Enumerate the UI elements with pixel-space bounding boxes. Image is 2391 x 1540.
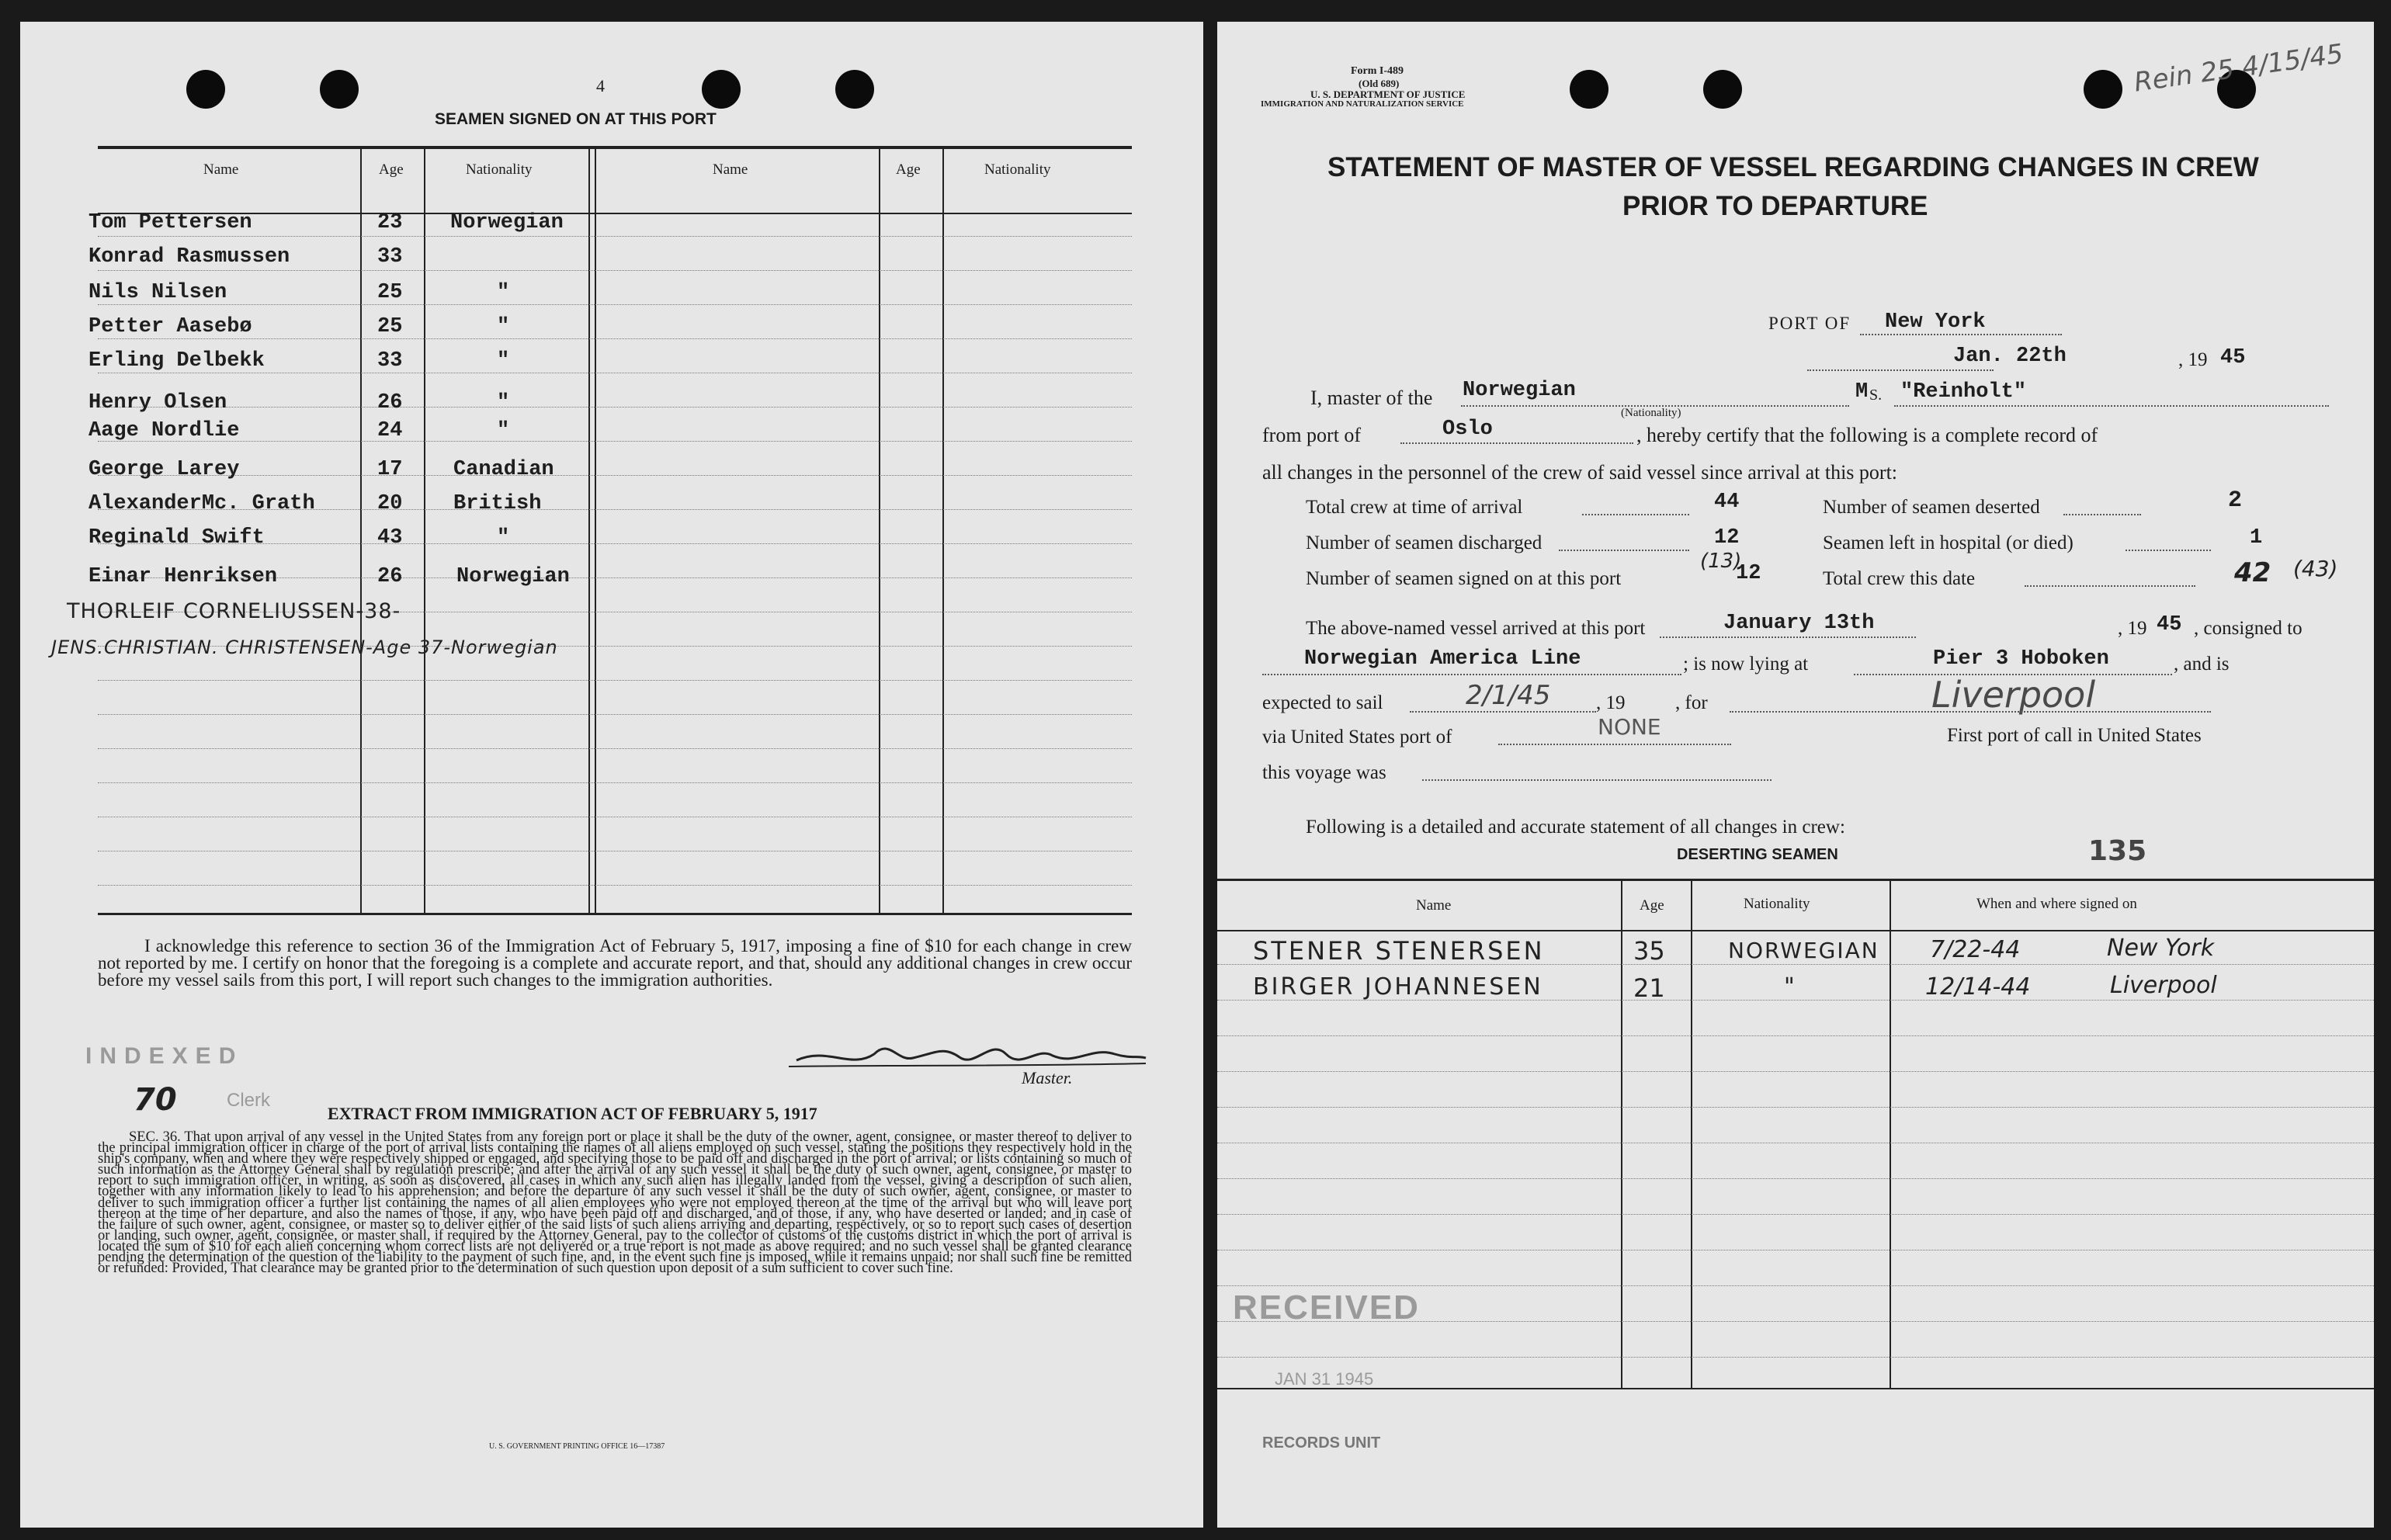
seaman-age: 23 [377,211,403,234]
vessel-suffix: S. [1869,387,1883,404]
field-underline [1807,369,1994,371]
seaman-age: 26 [377,565,403,588]
for-value: Liverpool [1931,674,2096,716]
year-prefix: , 19 [2178,349,2208,370]
row-line [98,475,1132,476]
stat-value: 1 [2250,526,2263,550]
col-header-name: Name [1416,897,1452,914]
department: U. S. DEPARTMENT OF JUSTICE [1310,88,1466,100]
column-divider [879,146,880,914]
certify-text: , hereby certify that the following is a complete record of [1636,424,2098,446]
field-underline [1582,514,1689,515]
acknowledgment-text: I acknowledge this reference to section 36 of the Immigration Act of February 5, 1917, imposing a fine of $10 for each change in crew not reported by me. I certify on honor that the foregoing is a complete and accurate report, and that, should any additional changes in crew occur before my vessel sails from this port, I will report such changes to the immigration authorities. [98,936,1132,990]
stat-label: Number of seamen discharged [1306,532,1543,553]
table-bottom-border [1217,1388,2374,1389]
row-line [98,304,1132,305]
row-line [98,748,1132,749]
column-divider [942,146,944,914]
lying-value: Pier 3 Hoboken [1933,647,2109,671]
punch-hole [320,70,359,109]
consignee-value: Norwegian America Line [1304,647,1581,671]
port-value: New York [1885,310,1986,334]
row-line [98,441,1132,442]
header-divider [1217,930,2374,931]
row-line [98,236,1132,237]
seaman-nationality: British [453,492,542,515]
row-line [1217,1214,2374,1215]
seaman-nationality: " [497,391,510,414]
punch-hole [186,70,225,109]
seaman-age: 26 [377,391,403,414]
column-divider [588,146,590,914]
seaman-age: 25 [377,315,403,338]
date-value: Jan. 22th [1953,345,2067,368]
seaman-name: Petter Aasebø [88,315,252,338]
row-line [98,680,1132,681]
seaman-name: AlexanderMc. Grath [88,492,315,515]
col-header-age: Age [896,161,921,178]
records-unit-stamp: RECORDS UNIT [1262,1434,1381,1452]
consigned-label: , consigned to [2194,618,2303,639]
received-date-stamp: JAN 31 1945 [1275,1369,1374,1389]
year-prefix: , 19 [2118,618,2147,639]
column-divider [1890,879,1891,1388]
column-divider [1691,879,1692,1388]
stat-value: 12 [1736,562,1761,585]
field-underline [2126,550,2211,551]
row-line [1217,1035,2374,1036]
form-title: STATEMENT OF MASTER OF VESSEL REGARDING CHANGES IN CREW [1327,152,2259,182]
arrived-year: 45 [2157,613,2182,636]
row-line [98,851,1132,852]
stat-value: 44 [1714,491,1740,514]
field-underline [1262,674,1681,675]
table-top-border [98,146,1132,149]
table-top-border [1217,879,2374,881]
deserter-date: 7/22-44 [1930,936,2021,963]
seaman-name: George Larey [88,458,240,481]
col-header-nationality: Nationality [984,161,1051,178]
row-line [98,885,1132,886]
master-signature [781,1023,1154,1085]
seaman-nationality: " [497,315,510,338]
stat-label: Total crew at time of arrival [1306,497,1523,518]
stat-note: (13) [1700,550,1742,573]
stat-label: Number of seamen signed on at this port [1306,568,1622,589]
seaman-nationality: Norwegian [450,211,564,234]
received-stamp: RECEIVED [1233,1289,1420,1327]
form-old-number: (Old 689) [1359,78,1400,89]
from-port-label: from port of [1262,424,1362,446]
deserter-name: BIRGER JOHANNESEN [1253,973,1543,1001]
seaman-nationality: " [497,349,510,373]
row-line [98,270,1132,271]
seaman-age: 17 [377,458,403,481]
row-line [98,714,1132,715]
punch-hole [1703,70,1742,109]
form-number: Form I-489 [1351,65,1404,77]
column-divider [1621,879,1622,1388]
col-header-name: Name [203,161,239,178]
seaman-nationality: " [497,526,510,550]
handwritten-entry: JENS.CHRISTIAN. CHRISTENSEN-Age 37-Norwegian [51,636,558,658]
field-underline [1730,711,2211,713]
page-number: 4 [596,76,605,95]
corner-note: Rein 25 4/15/45 [2132,38,2345,99]
seaman-age: 33 [377,245,403,269]
field-underline [1422,779,1772,781]
field-underline [1410,711,1596,713]
row-line [98,338,1132,339]
seaman-name: Aage Nordlie [88,419,240,442]
right-page [1217,22,2374,1528]
sail-label: expected to sail [1262,692,1383,713]
lying-label: ; is now lying at [1683,654,1809,675]
seaman-age: 20 [377,492,403,515]
deserter-place: Liverpool [2110,972,2217,999]
deserting-number: 135 [2088,835,2147,867]
field-underline [1559,550,1689,551]
first-port-label: First port of call in United States [1947,725,2202,746]
arrived-label: The above-named vessel arrived at this port [1306,618,1646,639]
year-value: 45 [2220,346,2246,369]
seaman-name: Reginald Swift [88,526,265,550]
vessel-name: "Reinholt" [1900,380,2027,404]
changes-text: all changes in the personnel of the crew of said vessel since arrival at this port: [1262,461,1898,484]
column-divider [360,146,362,914]
field-underline [2025,585,2195,587]
seaman-nationality: Norwegian [456,565,570,588]
and-is-label: , and is [2174,654,2230,675]
row-line [1217,1071,2374,1072]
field-underline [1660,636,1916,638]
left-page [20,22,1203,1528]
punch-hole [702,70,741,109]
field-underline [1894,405,2329,407]
seaman-age: 33 [377,349,403,373]
punch-hole [1570,70,1608,109]
seaman-name: Einar Henriksen [88,565,278,588]
stat-label: Seamen left in hospital (or died) [1823,532,2073,553]
seaman-name: Nils Nilsen [88,281,227,304]
stat-value: 12 [1714,526,1740,550]
deserter-age: 21 [1633,973,1665,1003]
deserter-place: New York [2107,935,2215,962]
nationality-caption: (Nationality) [1621,407,1681,419]
row-line [1217,1178,2374,1179]
field-underline [2063,514,2141,515]
seaman-name: Henry Olsen [88,391,227,414]
form-title: PRIOR TO DEPARTURE [1622,191,1928,221]
seaman-name: Erling Delbekk [88,349,265,373]
seaman-age: 25 [377,281,403,304]
col-header-signed-on: When and where signed on [1976,896,2137,912]
voyage-label: this voyage was [1262,762,1386,783]
seaman-nationality: Canadian [453,458,554,481]
col-header-age: Age [1640,897,1664,914]
seaman-name: Tom Pettersen [88,211,252,234]
row-line [1217,1285,2374,1286]
vessel-prefix: M [1855,380,1869,404]
arrived-value: January 13th [1723,612,1875,635]
row-line [1217,1107,2374,1108]
for-label: , for [1675,692,1708,713]
col-header-age: Age [379,161,404,178]
handwritten-entry: THORLEIF CORNELIUSSEN-38- [67,599,401,623]
indexed-number: 70 [134,1082,177,1118]
seaman-age: 43 [377,526,403,550]
deserting-title: DESERTING SEAMEN [1677,846,1838,863]
stat-note: (43) [2293,556,2338,581]
deserter-nationality: " [1784,973,1795,1001]
following-text: Following is a detailed and accurate statement of all changes in crew: [1306,817,1845,838]
master-label: Master. [1022,1068,1073,1087]
via-label: via United States port of [1262,727,1452,747]
port-label: PORT OF [1768,314,1851,333]
stat-label: Number of seamen deserted [1823,497,2040,518]
seaman-age: 24 [377,419,403,442]
stat-value: 2 [2228,487,2243,514]
field-underline [1860,334,2062,335]
indexed-stamp: INDEXED [85,1043,244,1069]
row-line [98,407,1132,408]
header-divider [98,213,1132,214]
row-line [98,782,1132,783]
col-header-nationality: Nationality [1744,896,1810,912]
master-of-label: I, master of the [1310,387,1433,409]
row-line [1217,1357,2374,1358]
column-divider [424,146,425,914]
seaman-name: Konrad Rasmussen [88,245,290,269]
column-divider [595,146,596,914]
field-underline [1400,442,1633,444]
from-port-value: Oslo [1442,418,1493,441]
table-bottom-border [98,913,1132,915]
seaman-nationality: " [497,281,510,304]
col-header-nationality: Nationality [466,161,533,178]
stat-label: Total crew this date [1823,568,1976,589]
punch-hole [835,70,874,109]
sail-year-label: , 19 [1596,692,1626,713]
nationality-value: Norwegian [1463,379,1576,402]
deserter-date: 12/14-44 [1925,973,2031,1001]
sail-value: 2/1/45 [1466,680,1551,711]
extract-title: EXTRACT FROM IMMIGRATION ACT OF FEBRUARY 5, 1917 [328,1104,817,1123]
printing-office: U. S. GOVERNMENT PRINTING OFFICE 16—17387 [489,1442,665,1451]
deserter-age: 35 [1633,936,1665,966]
extract-text: SEC. 36. That upon arrival of any vessel in the United States from any foreign port or place it shall be the duty of the owner, agent, consignee, or master thereof to deliver to the principal immigration officer in charge of the port of arrival lists containing the names of all aliens employed on such vessel, stating the positions they respectively hold in the ship's company, when and where they were respectively shipped or engaged, and specifying those to be paid off and discharged in the port of arrival; or lists containing so much of such information as the Attorney General shall by regulation prescribe; and after the arrival of any such vessel it shall be the duty of such owner, agent, consignee, or master to report to such immigration officer, in writing, as soon as discovered, all cases in which any such alien has illegally landed from the vessel, giving a description of such alien, together with any information likely to lead to his apprehension; and before the departure of any such vessel it shall be the duty of such owner, agent, consignee, or master to deliver to such immigration officer a further list containing the names of all alien employees who were not employed thereon at the time of the arrival but who will leave port thereon at the time of her departure, and also the names of those, if any, who have been paid off and discharged, and of those, if any, who have deserted or landed; and in case of the failure of such owner, agent, consignee, or master so to deliver either of the said lists of such aliens arriving and departing, respectively, or so to report such cases of desertion or landing, such owner, agent, consignee, or master shall, if required by the Attorney General, pay to the collector of customs of the customs district in which the port of arrival is located the sum of $10 for each alien concerning whom correct lists are not delivered or a true report is not made as above required; and no such vessel shall be granted clearance pending the determination of the question of the liability to the payment of such fine, and, in the event such fine is imposed, while it remains unpaid; nor shall such fine be remitted or refunded: Provided, That clearance may be granted prior to the determination of such question upon deposit of a sum sufficient to cover such fine. [98,1129,1132,1277]
field-underline [1498,744,1731,745]
seaman-nationality: " [497,419,510,442]
stat-value: 42 [2234,557,2271,588]
deserter-name: STENER STENERSEN [1253,936,1545,966]
col-header-name: Name [713,161,748,178]
service-name: IMMIGRATION AND NATURALIZATION SERVICE [1261,99,1464,109]
deserter-nationality: NORWEGIAN [1728,938,1879,963]
punch-hole [2084,70,2122,109]
via-value: NONE [1598,714,1661,740]
section-title: SEAMEN SIGNED ON AT THIS PORT [435,110,717,128]
clerk-label: Clerk [227,1090,271,1111]
